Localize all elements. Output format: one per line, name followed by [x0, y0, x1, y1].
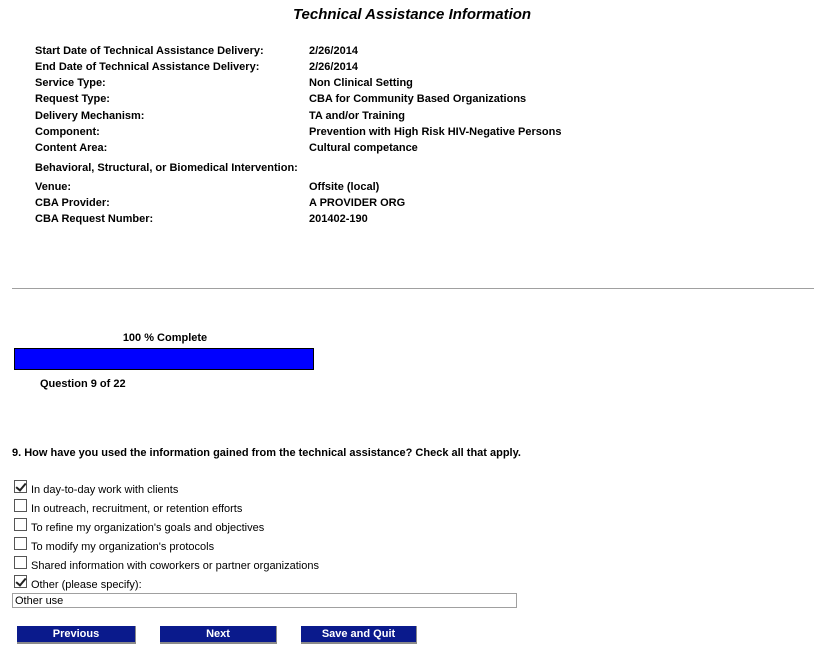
info-value: CBA for Community Based Organizations: [309, 93, 527, 105]
checkbox[interactable]: [14, 575, 27, 588]
info-label: Start Date of Technical Assistance Delivery:: [35, 45, 264, 57]
option-label: In day-to-day work with clients: [31, 484, 179, 496]
info-label: Request Type:: [35, 93, 110, 105]
info-label: Behavioral, Structural, or Biomedical Intervention:: [35, 162, 298, 174]
info-value: 2/26/2014: [309, 45, 358, 57]
info-label: CBA Request Number:: [35, 213, 154, 225]
previous-button[interactable]: Previous: [17, 626, 136, 644]
save-and-quit-button[interactable]: Save and Quit: [301, 626, 417, 644]
progress-bar: [14, 348, 314, 370]
option-label: Shared information with coworkers or partner organizations: [31, 560, 319, 572]
page-title: Technical Assistance Information: [292, 6, 532, 23]
info-value: Offsite (local): [309, 181, 380, 193]
option-label: To modify my organization's protocols: [31, 541, 215, 553]
option-label: In outreach, recruitment, or retention efforts: [31, 503, 243, 515]
info-value: TA and/or Training: [309, 110, 405, 122]
info-label: End Date of Technical Assistance Delivery:: [35, 61, 260, 73]
checkbox[interactable]: [14, 518, 27, 531]
checkbox[interactable]: [14, 556, 27, 569]
info-value: 201402-190: [309, 213, 368, 225]
info-label: CBA Provider:: [35, 197, 110, 209]
info-value: Prevention with High Risk HIV-Negative Persons: [309, 126, 562, 138]
option-label: To refine my organization's goals and objectives: [31, 522, 265, 534]
info-value: 2/26/2014: [309, 61, 358, 73]
checkbox[interactable]: [14, 499, 27, 512]
info-label: Delivery Mechanism:: [35, 110, 145, 122]
next-button[interactable]: Next: [160, 626, 277, 644]
info-label: Component:: [35, 126, 100, 138]
info-label: Service Type:: [35, 77, 106, 89]
other-specify-input[interactable]: [12, 593, 517, 608]
info-label: Content Area:: [35, 142, 108, 154]
info-value: Cultural competance: [309, 142, 418, 154]
option-label: Other (please specify):: [31, 579, 142, 591]
info-label: Venue:: [35, 181, 72, 193]
progress-label: 100 % Complete: [122, 332, 208, 344]
checkbox[interactable]: [14, 480, 27, 493]
info-value: Non Clinical Setting: [309, 77, 413, 89]
info-value: A PROVIDER ORG: [309, 197, 406, 209]
divider: [12, 288, 814, 289]
progress-fill: [15, 349, 313, 369]
question-text: 9. How have you used the information gained from the technical assistance? Check all that apply.: [12, 447, 521, 459]
checkbox[interactable]: [14, 537, 27, 550]
question-count: Question 9 of 22: [40, 378, 126, 390]
